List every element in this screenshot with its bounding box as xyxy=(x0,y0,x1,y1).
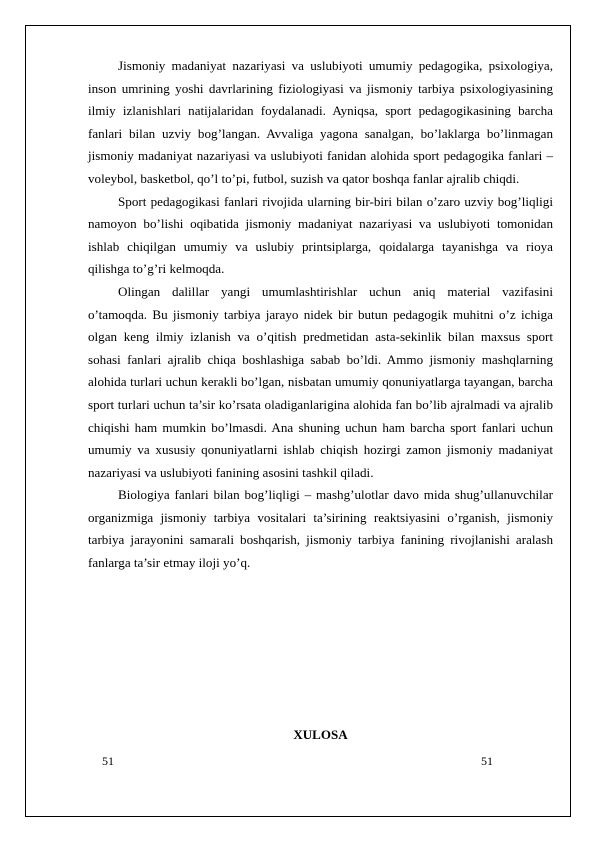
body-text xyxy=(88,55,553,575)
paragraph-4: Biologiya fanlari bilan bog’liqligi – mashg’ulotlar davo mida shug’ullanuvchilar organizmiga jismoniy tarbiya vositalari ta’sirining reaktsiyasini o’rganish, jismoniy tarbiya jarayonini samarali boshqarish, jismoniy tarbiya fanining rivojlanishi aralash fanlarga ta’sir etmay iloji yo’q. xyxy=(88,487,553,571)
paragraph-3: Olingan dalillar yangi umumlashtirishlar uchun aniq material vazifasini o’tamoqda. Bu jismoniy tarbiya jarayo nidek bir butun pedagogik muhitni o’z ichiga olgan keng ilmiy izlanish va o’qitish predmetidan asta-sekinlik bilan maxsus sport sohasi fanlari ajralib chiqa boshlashiga sabab bo’ldi. Ammo jismoniy mashqlarning alohida turlari uchun kerakli bo’lgan, nisbatan umumiy qonuniyatlarga tayangan, barcha sport turlari uchun ta’sir ko’rsata oladiganlarigina alohida fan bo’lib ajralmadi va ajralib chiqishi ham mumkin bo’lmasdi. Ana shuning uchun ham barcha sport fanlari uchun umumiy va xususiy qonuniyatlarni ishlab chiqish hozirgi zamon jismoniy madaniyat nazariyasi va uslubiyoti fanining asosini tashkil qiladi. xyxy=(88,283,553,480)
paragraph-1: Jismoniy madaniyat nazariyasi va uslubiyoti umumiy pedagogika, psixologiya, inson umrining yoshi davrlarining fiziologiyasi va jismoniy tarbiya psixologiyasining ilmiy izlanishlari natijalaridan foydalanadi. Ayniqsa, sport pedagogikasining barcha fanlari bilan uzviy bog’langan. Avvaliga yagona sanalgan, bo’laklarga bo’linmagan jismoniy madaniyat nazariyasi va uslubiyoti fanidan alohida sport pedagogika fanlari – voleybol, basketbol, qo’l to’pi, futbol, suzish va qator boshqa fanlar ajralib chiqdi. xyxy=(88,58,553,186)
page-number-left: 51 xyxy=(102,754,114,768)
paragraph-2: Sport pedagogikasi fanlari rivojida ularning bir-biri bilan o’zaro uzviy bog’liqligi namoyon bo’lishi oqibatida jismoniy madaniyat nazariyasi va uslubiyoti tomonidan ishlab chiqilgan umumiy va uslubiy printsiplarga, qoidalarga tayanishga va rioya qilishga to’g’ri kelmoqda. xyxy=(88,193,553,277)
page-number-right: 51 xyxy=(481,754,493,768)
section-heading: XULOSA xyxy=(293,727,348,742)
